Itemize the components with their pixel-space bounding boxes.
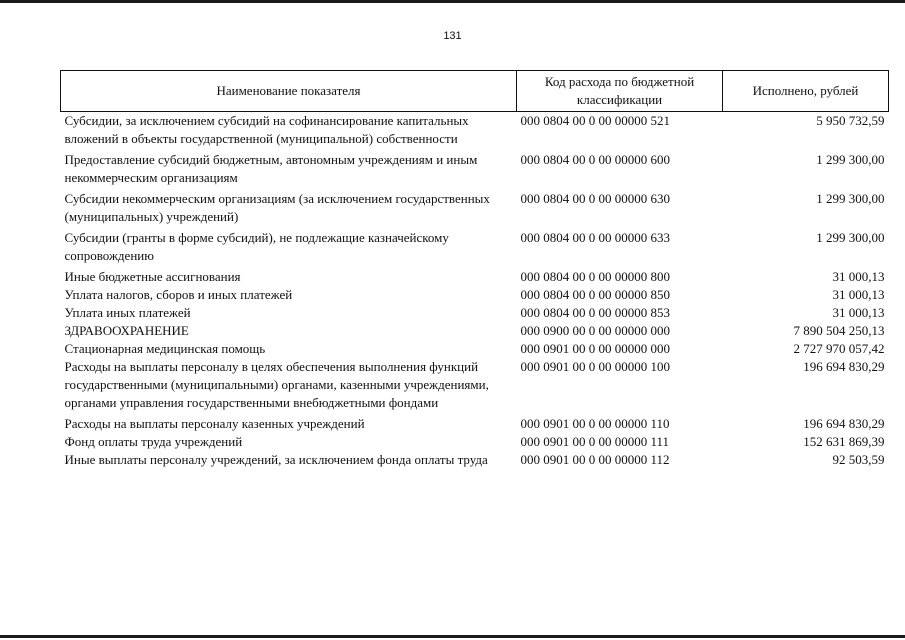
row-amount: 2 727 970 057,42: [793, 341, 885, 356]
header-amount: Исполнено, рублей: [723, 71, 889, 112]
row-code: 000 0901 00 0 00 00000 112: [520, 452, 670, 467]
row-code: 000 0804 00 0 00 00000 600: [520, 152, 670, 167]
row-amount: 31 000,13: [832, 269, 885, 284]
row-name: Предоставление субсидий бюджетным, автономным учреждениям и иным некоммерческим организациям: [64, 152, 478, 185]
row-amount: 1 299 300,00: [816, 230, 885, 245]
table-row: [61, 151, 889, 190]
row-code: 000 0901 00 0 00 00000 000: [520, 341, 670, 356]
row-code: 000 0804 00 0 00 00000 800: [520, 269, 670, 284]
row-code: 000 0901 00 0 00 00000 111: [520, 434, 670, 449]
row-code: 000 0804 00 0 00 00000 850: [520, 287, 670, 302]
table-row: [61, 268, 889, 286]
row-code: 000 0804 00 0 00 00000 630: [520, 191, 670, 206]
row-name: Расходы на выплаты персоналу в целях обеспечения выполнения функций государственными (муниципальными) органами, казенными учреждениями, органами управления государственными внебюджетными фондами: [64, 359, 489, 410]
page-number: 131: [443, 30, 462, 42]
row-code: 000 0804 00 0 00 00000 633: [520, 230, 670, 245]
row-code: 000 0804 00 0 00 00000 521: [520, 113, 670, 128]
row-name: Расходы на выплаты персоналу казенных учреждений: [64, 416, 365, 431]
row-amount: 5 950 732,59: [816, 113, 885, 128]
table-row: [61, 112, 889, 152]
row-amount: 1 299 300,00: [816, 152, 885, 167]
table-row: [61, 358, 889, 415]
row-amount: 1 299 300,00: [816, 191, 885, 206]
row-code: 000 0900 00 0 00 00000 000: [520, 323, 670, 338]
row-amount: 31 000,13: [832, 305, 885, 320]
row-name: Уплата налогов, сборов и иных платежей: [64, 287, 293, 302]
table-row: [61, 415, 889, 433]
row-name: Стационарная медицинская помощь: [64, 341, 266, 356]
table-header-row: [61, 71, 889, 112]
bottom-border: [0, 635, 905, 638]
row-name: Субсидии некоммерческим организациям (за исключением государственных (муниципальных) учреждений): [64, 191, 490, 224]
row-amount: 7 890 504 250,13: [793, 323, 885, 338]
row-amount: 152 631 869,39: [803, 434, 885, 449]
table-row: [61, 286, 889, 304]
row-name: Фонд оплаты труда учреждений: [64, 434, 243, 449]
header-name: Наименование показателя: [61, 71, 517, 112]
row-name: Уплата иных платежей: [64, 305, 191, 320]
header-code: Код расхода по бюджетной классификации: [517, 71, 723, 112]
table-row: [61, 451, 889, 469]
row-amount: 196 694 830,29: [803, 359, 885, 374]
table-row: [61, 322, 889, 340]
table-row: [61, 229, 889, 268]
row-name: ЗДРАВООХРАНЕНИЕ: [64, 323, 189, 338]
table-row: [61, 304, 889, 322]
row-code: 000 0804 00 0 00 00000 853: [520, 305, 670, 320]
row-code: 000 0901 00 0 00 00000 100: [520, 359, 670, 374]
row-amount: 196 694 830,29: [803, 416, 885, 431]
row-amount: 92 503,59: [832, 452, 885, 467]
row-name: Субсидии, за исключением субсидий на софинансирование капитальных вложений в объекты государственной (муниципальной) собственности: [64, 113, 469, 146]
table-row: [61, 433, 889, 451]
top-border: [0, 0, 905, 3]
expenditure-table: [60, 70, 889, 469]
row-name: Иные выплаты персоналу учреждений, за исключением фонда оплаты труда: [64, 452, 488, 467]
table-row: [61, 340, 889, 358]
row-amount: 31 000,13: [832, 287, 885, 302]
row-code: 000 0901 00 0 00 00000 110: [520, 416, 670, 431]
row-name: Иные бюджетные ассигнования: [64, 269, 241, 284]
table-row: [61, 190, 889, 229]
row-name: Субсидии (гранты в форме субсидий), не подлежащие казначейскому сопровождению: [64, 230, 449, 263]
